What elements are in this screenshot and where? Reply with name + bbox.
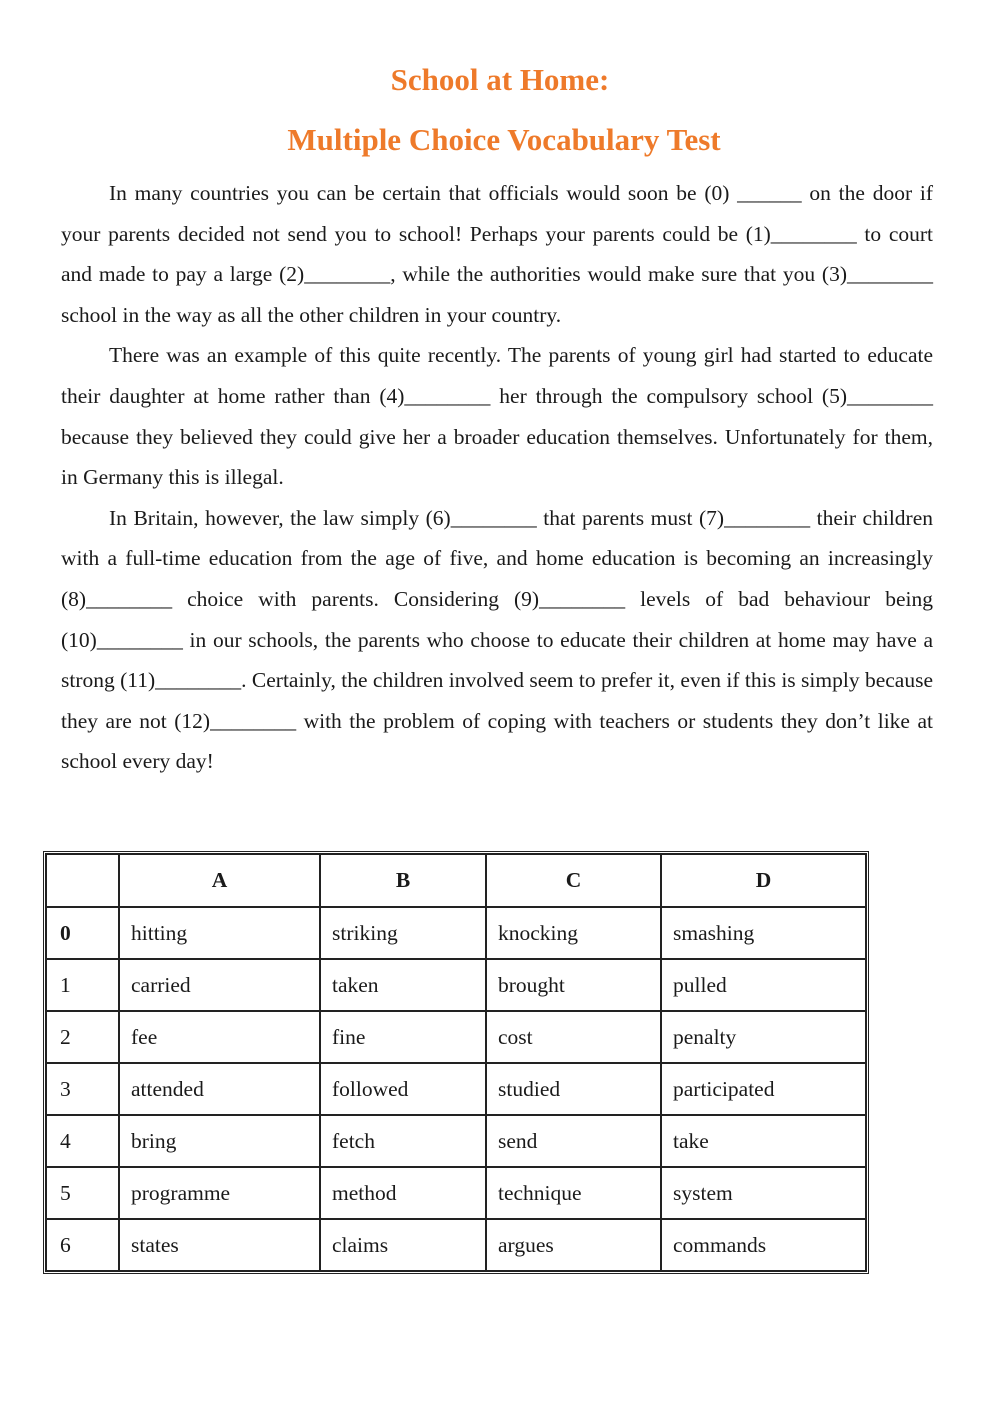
question-number: 4: [46, 1115, 119, 1167]
table-row: [46, 959, 866, 1011]
page-subtitle: Multiple Choice Vocabulary Test: [287, 122, 721, 157]
option-b: claims: [320, 1219, 486, 1271]
option-d: participated: [661, 1063, 866, 1115]
question-number: 3: [46, 1063, 119, 1115]
passage-paragraph-2: There was an example of this quite recently. The parents of young girl had started to educate their daughter at home rather than (4)________ her through the compulsory school (5)________ because they believed they could give her a broader education themselves. Unfortunately for them, in Germany this is illegal.: [61, 343, 933, 490]
option-b: striking: [320, 907, 486, 959]
header-cell-c: C: [486, 854, 661, 907]
option-b: method: [320, 1167, 486, 1219]
table-row: [46, 1011, 866, 1063]
option-b: taken: [320, 959, 486, 1011]
option-c: studied: [486, 1063, 661, 1115]
option-d: take: [661, 1115, 866, 1167]
option-a: hitting: [119, 907, 320, 959]
option-a: carried: [119, 959, 320, 1011]
header-cell-d: D: [661, 854, 866, 907]
table-row: [46, 1115, 866, 1167]
table-row: [46, 1063, 866, 1115]
option-d: system: [661, 1167, 866, 1219]
option-c: knocking: [486, 907, 661, 959]
option-c: argues: [486, 1219, 661, 1271]
question-number: 1: [46, 959, 119, 1011]
passage-paragraph-3: In Britain, however, the law simply (6)________ that parents must (7)________ their children with a full-time education from the age of five, and home education is becoming an increasingly (8)________ choice with parents. Considering (9)________ levels of bad behaviour being (10)________ in our schools, the parents who choose to educate their children at home may have a strong (11)________. Certainly, the children involved seem to prefer it, even if this is simply because they are not (12)________ with the problem of coping with teachers or students they don’t like at school every day!: [61, 505, 933, 774]
option-a: attended: [119, 1063, 320, 1115]
passage: [61, 173, 933, 782]
page-title: School at Home:: [390, 62, 610, 97]
option-a: fee: [119, 1011, 320, 1063]
option-a: programme: [119, 1167, 320, 1219]
option-d: commands: [661, 1219, 866, 1271]
passage-paragraph-1: In many countries you can be certain that officials would soon be (0) ______ on the door if your parents decided not send you to school! Perhaps your parents could be (1)________ to court and made to pay a large (2)________, while the authorities would make sure that you (3)________ school in the way as all the other children in your country.: [61, 181, 933, 327]
option-d: smashing: [661, 907, 866, 959]
header-cell-blank: [46, 854, 119, 907]
table-row: [46, 1167, 866, 1219]
option-a: states: [119, 1219, 320, 1271]
question-number: 6: [46, 1219, 119, 1271]
option-c: cost: [486, 1011, 661, 1063]
header-cell-b: B: [320, 854, 486, 907]
answer-choices-table: [45, 853, 867, 1272]
question-number: 0: [46, 907, 119, 959]
question-number: 5: [46, 1167, 119, 1219]
option-c: technique: [486, 1167, 661, 1219]
question-number: 2: [46, 1011, 119, 1063]
option-b: fine: [320, 1011, 486, 1063]
option-c: brought: [486, 959, 661, 1011]
option-d: pulled: [661, 959, 866, 1011]
table-header-row: [46, 854, 866, 907]
option-d: penalty: [661, 1011, 866, 1063]
option-b: fetch: [320, 1115, 486, 1167]
table-row: [46, 907, 866, 959]
option-c: send: [486, 1115, 661, 1167]
header-cell-a: A: [119, 854, 320, 907]
option-a: bring: [119, 1115, 320, 1167]
option-b: followed: [320, 1063, 486, 1115]
table-row: [46, 1219, 866, 1271]
